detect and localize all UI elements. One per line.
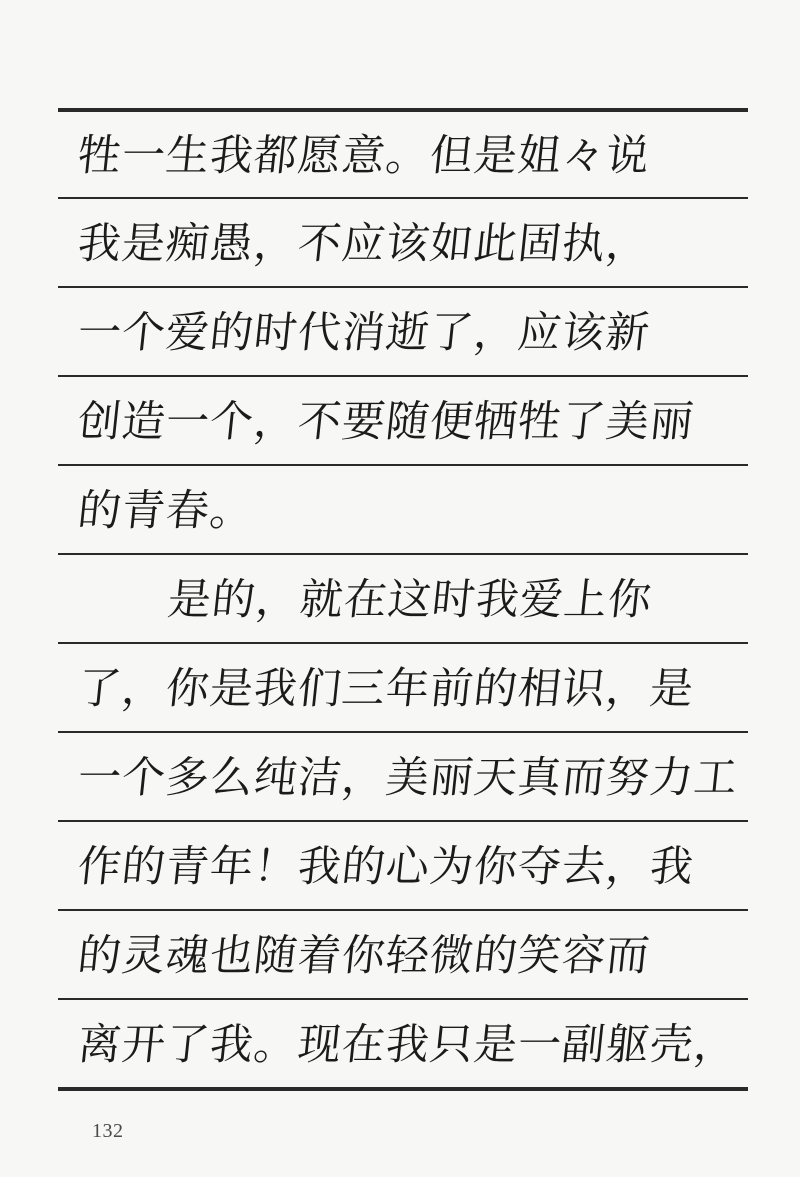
bottom-rule: [58, 1087, 748, 1091]
top-rule: [58, 108, 748, 112]
line-rule: [58, 731, 748, 733]
line-rule: [58, 197, 748, 199]
text-line-4: 创造一个，不要随便牺牲了美丽: [75, 397, 697, 447]
text-line-5: 的青春。: [75, 486, 257, 536]
text-line-7: 了，你是我们三年前的相识，是: [75, 664, 697, 714]
page-number: 132: [92, 1120, 124, 1142]
text-line-6: 是的，就在这时我爱上你: [165, 575, 655, 625]
line-rule: [58, 820, 748, 822]
line-rule: [58, 286, 748, 288]
line-rule: [58, 375, 748, 377]
line-rule: [58, 553, 748, 555]
line-rule: [58, 642, 748, 644]
text-line-8: 一个多么纯洁，美丽天真而努力工: [75, 753, 741, 803]
text-line-9: 作的青年！我的心为你夺去，我: [75, 842, 697, 892]
line-rule: [58, 909, 748, 911]
text-line-1: 牲一生我都愿意。但是姐々说: [75, 131, 653, 181]
text-line-3: 一个爱的时代消逝了，应该新: [75, 308, 653, 358]
text-line-10: 的灵魂也随着你轻微的笑容而: [75, 931, 653, 981]
line-rule: [58, 464, 748, 466]
text-line-11: 离开了我。现在我只是一副躯壳，: [75, 1020, 741, 1070]
line-rule: [58, 998, 748, 1000]
text-line-2: 我是痴愚，不应该如此固执，: [75, 219, 653, 269]
